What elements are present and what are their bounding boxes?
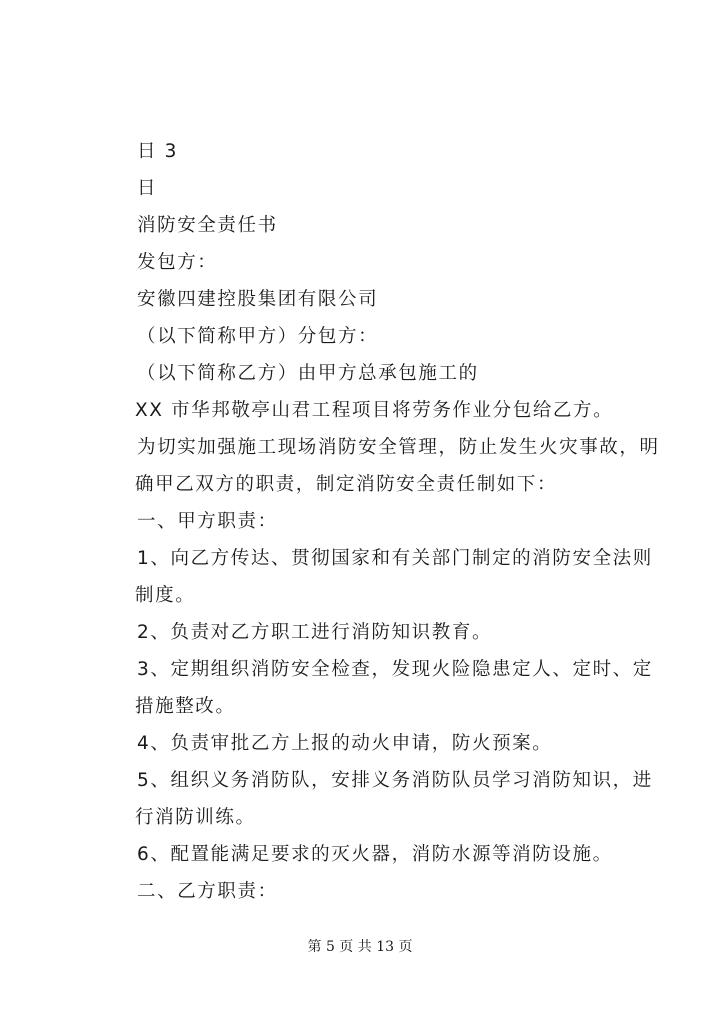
text-line: 措施整改。 [135, 696, 236, 717]
text-line: 2、负责对乙方职工进行消防知识教育。 [137, 622, 493, 643]
document-body [135, 133, 660, 910]
document-title: 消防安全责任书 [137, 215, 278, 236]
text-line: 4、负责审批乙方上报的动火申请，防火预案。 [137, 733, 553, 754]
text-line: 确甲乙双方的职责，制定消防安全责任制如下： [135, 474, 558, 495]
text-line: （以下简称乙方）由甲方总承包施工的 [137, 363, 479, 384]
text-line: （以下简称甲方）分包方： [137, 326, 379, 347]
text-line: 行消防训练。 [135, 807, 256, 828]
text-line: 日 [137, 178, 158, 199]
text-line: 制度。 [135, 585, 196, 606]
section-heading: 二、乙方职责： [137, 881, 278, 902]
text-line: 为切实加强施工现场消防安全管理，防止发生火灾事故，明 [137, 437, 660, 458]
text-line: 发包方： [137, 252, 218, 273]
page-number-footer: 第 5 页 共 13 页 [307, 939, 413, 955]
section-heading: 一、甲方职责： [137, 511, 278, 532]
text-line: 1、向乙方传达、贯彻国家和有关部门制定的消防安全法则 [137, 548, 653, 569]
text-line: 6、配置能满足要求的灭火器，消防水源等消防设施。 [137, 844, 613, 865]
text-line: 3、定期组织消防安全检查，发现火险隐患定人、定时、定 [137, 659, 653, 680]
text-line: XX 市华邦敬亭山君工程项目将劳务作业分包给乙方。 [135, 400, 614, 421]
text-line: 日 3 [137, 141, 178, 162]
text-line: 安徽四建控股集团有限公司 [137, 289, 379, 310]
text-line: 5、组织义务消防队，安排义务消防队员学习消防知识，进 [137, 770, 653, 791]
